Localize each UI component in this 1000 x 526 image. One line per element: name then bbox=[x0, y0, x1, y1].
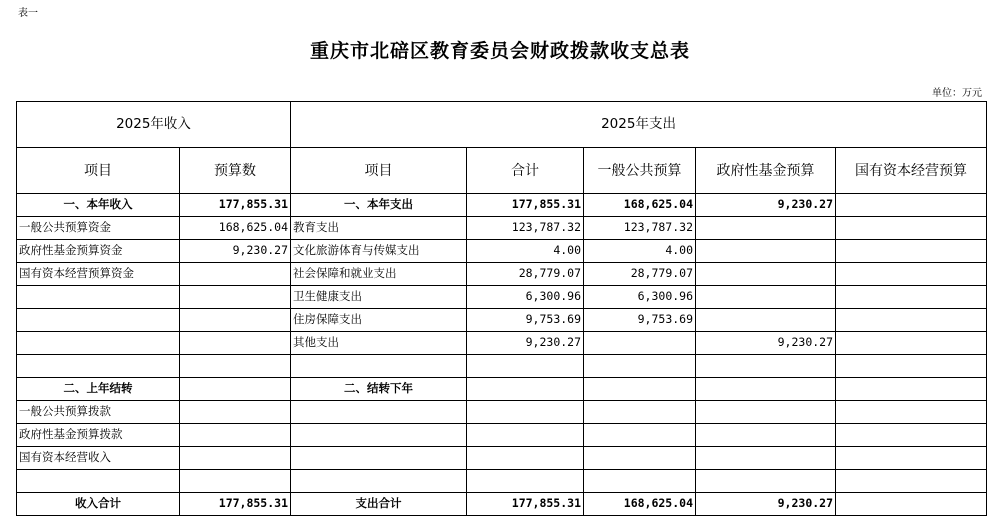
state-capital-budget-cell bbox=[836, 263, 987, 286]
expense-item-cell: 支出合计 bbox=[291, 493, 467, 516]
table-row bbox=[17, 263, 987, 286]
page-title: 重庆市北碚区教育委员会财政拨款收支总表 bbox=[309, 40, 690, 62]
state-capital-budget-cell bbox=[836, 332, 987, 355]
table-row bbox=[17, 470, 987, 493]
income-budget-cell bbox=[180, 447, 291, 470]
expense-total-cell bbox=[467, 401, 584, 424]
income-item-cell: 一般公共预算资金 bbox=[17, 217, 180, 240]
income-item-cell bbox=[17, 309, 180, 332]
fund-budget-cell bbox=[696, 424, 836, 447]
table-row bbox=[17, 240, 987, 263]
fund-budget-cell bbox=[696, 378, 836, 401]
expense-item-cell: 社会保障和就业支出 bbox=[291, 263, 467, 286]
general-budget-cell: 123,787.32 bbox=[584, 217, 696, 240]
general-budget-cell: 4.00 bbox=[584, 240, 696, 263]
expense-item-cell: 文化旅游体育与传媒支出 bbox=[291, 240, 467, 263]
fund-budget-header: 政府性基金预算 bbox=[696, 148, 836, 194]
income-budget-cell: 168,625.04 bbox=[180, 217, 291, 240]
state-capital-budget-cell bbox=[836, 217, 987, 240]
expense-total-cell bbox=[467, 355, 584, 378]
expense-item-cell: 一、本年支出 bbox=[291, 194, 467, 217]
state-capital-budget-cell bbox=[836, 378, 987, 401]
table-row bbox=[17, 286, 987, 309]
expense-item-cell bbox=[291, 470, 467, 493]
expense-total-cell: 9,230.27 bbox=[467, 332, 584, 355]
budget-table bbox=[16, 101, 987, 516]
table-row bbox=[17, 447, 987, 470]
fund-budget-cell bbox=[696, 401, 836, 424]
fund-budget-cell bbox=[696, 286, 836, 309]
income-item-cell bbox=[17, 332, 180, 355]
income-item-cell: 收入合计 bbox=[17, 493, 180, 516]
income-budget-cell bbox=[180, 424, 291, 447]
table-row bbox=[17, 217, 987, 240]
state-capital-budget-cell bbox=[836, 493, 987, 516]
expense-total-cell: 177,855.31 bbox=[467, 194, 584, 217]
fund-budget-cell bbox=[696, 447, 836, 470]
table-row bbox=[17, 194, 987, 217]
state-capital-budget-cell bbox=[836, 447, 987, 470]
income-item-cell bbox=[17, 470, 180, 493]
fund-budget-cell bbox=[696, 355, 836, 378]
expense-total-cell: 9,753.69 bbox=[467, 309, 584, 332]
expense-total-cell bbox=[467, 447, 584, 470]
state-capital-budget-cell bbox=[836, 355, 987, 378]
income-budget-cell: 9,230.27 bbox=[180, 240, 291, 263]
general-budget-cell bbox=[584, 355, 696, 378]
fund-budget-cell bbox=[696, 470, 836, 493]
state-capital-budget-cell bbox=[836, 470, 987, 493]
table-row bbox=[17, 332, 987, 355]
income-budget-cell bbox=[180, 470, 291, 493]
income-budget-cell bbox=[180, 401, 291, 424]
expense-total-cell: 177,855.31 bbox=[467, 493, 584, 516]
income-item-cell bbox=[17, 286, 180, 309]
expense-total-cell bbox=[467, 424, 584, 447]
expense-item-cell: 二、结转下年 bbox=[291, 378, 467, 401]
expense-total-cell: 123,787.32 bbox=[467, 217, 584, 240]
general-budget-cell: 9,753.69 bbox=[584, 309, 696, 332]
income-budget-cell bbox=[180, 355, 291, 378]
income-budget-cell: 177,855.31 bbox=[180, 194, 291, 217]
state-capital-budget-header: 国有资本经营预算 bbox=[836, 148, 987, 194]
expense-item-cell bbox=[291, 447, 467, 470]
expense-item-cell: 卫生健康支出 bbox=[291, 286, 467, 309]
expense-item-cell bbox=[291, 355, 467, 378]
expense-item-cell: 教育支出 bbox=[291, 217, 467, 240]
state-capital-budget-cell bbox=[836, 194, 987, 217]
income-item-cell: 国有资本经营收入 bbox=[17, 447, 180, 470]
table-row bbox=[17, 378, 987, 401]
table-row bbox=[17, 493, 987, 516]
general-budget-cell: 168,625.04 bbox=[584, 493, 696, 516]
expense-total-cell: 6,300.96 bbox=[467, 286, 584, 309]
general-budget-cell bbox=[584, 401, 696, 424]
table-row bbox=[17, 424, 987, 447]
expense-item-cell: 其他支出 bbox=[291, 332, 467, 355]
income-budget-cell bbox=[180, 263, 291, 286]
fund-budget-cell bbox=[696, 217, 836, 240]
income-item-cell: 二、上年结转 bbox=[17, 378, 180, 401]
expense-item-header: 项目 bbox=[291, 148, 467, 194]
general-budget-cell: 6,300.96 bbox=[584, 286, 696, 309]
income-budget-cell: 177,855.31 bbox=[180, 493, 291, 516]
general-budget-cell: 168,625.04 bbox=[584, 194, 696, 217]
state-capital-budget-cell bbox=[836, 424, 987, 447]
income-item-cell bbox=[17, 355, 180, 378]
table-row bbox=[17, 355, 987, 378]
state-capital-budget-cell bbox=[836, 309, 987, 332]
fund-budget-cell: 9,230.27 bbox=[696, 493, 836, 516]
income-budget-cell bbox=[180, 286, 291, 309]
general-budget-header: 一般公共预算 bbox=[584, 148, 696, 194]
fund-budget-cell bbox=[696, 240, 836, 263]
state-capital-budget-cell bbox=[836, 401, 987, 424]
expense-total-cell: 28,779.07 bbox=[467, 263, 584, 286]
unit-label: 单位：万元 bbox=[932, 88, 982, 99]
general-budget-cell: 28,779.07 bbox=[584, 263, 696, 286]
table-number-label: 表一 bbox=[18, 8, 38, 19]
income-item-header: 项目 bbox=[17, 148, 180, 194]
expense-total-cell bbox=[467, 378, 584, 401]
expense-item-cell: 住房保障支出 bbox=[291, 309, 467, 332]
income-group-header: 2025年收入 bbox=[17, 102, 291, 148]
general-budget-cell bbox=[584, 447, 696, 470]
expense-total-header: 合计 bbox=[467, 148, 584, 194]
income-budget-header: 预算数 bbox=[180, 148, 291, 194]
general-budget-cell bbox=[584, 470, 696, 493]
state-capital-budget-cell bbox=[836, 240, 987, 263]
income-item-cell: 国有资本经营预算资金 bbox=[17, 263, 180, 286]
fund-budget-cell bbox=[696, 263, 836, 286]
fund-budget-cell: 9,230.27 bbox=[696, 332, 836, 355]
state-capital-budget-cell bbox=[836, 286, 987, 309]
income-item-cell: 政府性基金预算资金 bbox=[17, 240, 180, 263]
expense-total-cell: 4.00 bbox=[467, 240, 584, 263]
income-budget-cell bbox=[180, 309, 291, 332]
group-header-row bbox=[17, 102, 987, 148]
income-item-cell: 一般公共预算拨款 bbox=[17, 401, 180, 424]
table-row bbox=[17, 401, 987, 424]
column-header-row bbox=[17, 148, 987, 194]
income-item-cell: 政府性基金预算拨款 bbox=[17, 424, 180, 447]
expense-item-cell bbox=[291, 424, 467, 447]
income-item-cell: 一、本年收入 bbox=[17, 194, 180, 217]
expense-item-cell bbox=[291, 401, 467, 424]
general-budget-cell bbox=[584, 378, 696, 401]
income-budget-cell bbox=[180, 378, 291, 401]
general-budget-cell bbox=[584, 332, 696, 355]
table-row bbox=[17, 309, 987, 332]
expense-total-cell bbox=[467, 470, 584, 493]
fund-budget-cell bbox=[696, 309, 836, 332]
general-budget-cell bbox=[584, 424, 696, 447]
expense-group-header: 2025年支出 bbox=[291, 102, 987, 148]
fund-budget-cell: 9,230.27 bbox=[696, 194, 836, 217]
income-budget-cell bbox=[180, 332, 291, 355]
